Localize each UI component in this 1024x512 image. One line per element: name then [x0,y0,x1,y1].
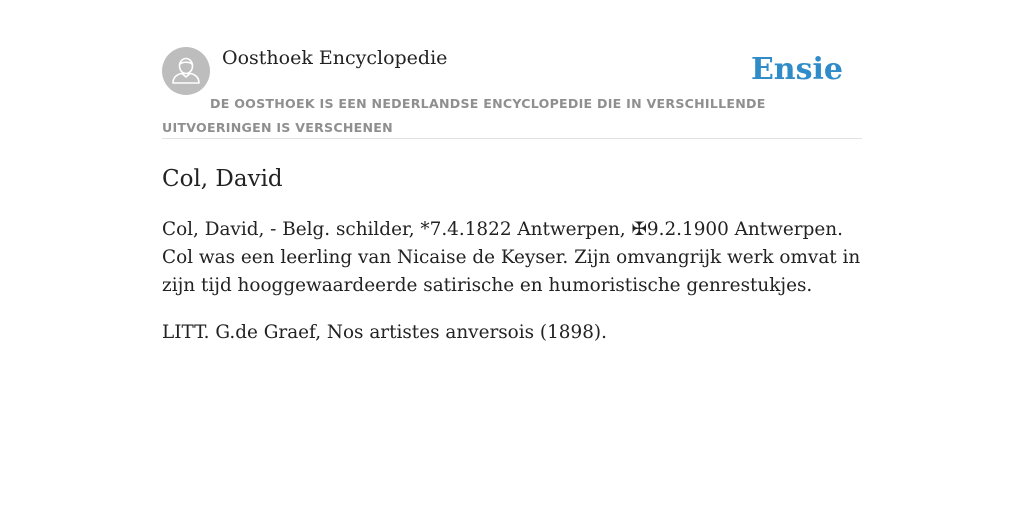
source-name-link[interactable]: Oosthoek Encyclopedie [222,47,448,69]
article-paragraph: Col, David, - Belg. schilder, *7.4.1822 Antwerpen, ✠9.2.1900 Antwerpen. Col was een leerling van Nicaise de Keyser. Zijn omvangrijk werk omvat in zijn tijd hooggewaardeerde satirische en humoristische genrestukjes. [162,219,861,296]
source-avatar[interactable] [162,47,210,95]
source-header [162,46,862,139]
literature-reference: LITT. G.de Graef, Nos artistes anversois (1898). [162,322,607,343]
user-icon [162,47,210,95]
article-title: Col, David [162,166,283,192]
page-container [162,46,862,343]
source-tagline: DE OOSTHOEK IS EEN NEDERLANDSE ENCYCLOPEDIE DIE IN VERSCHILLENDE UITVOERINGEN IS VERSCHENEN [162,96,766,135]
ensie-logo[interactable]: Ensie [750,52,843,87]
